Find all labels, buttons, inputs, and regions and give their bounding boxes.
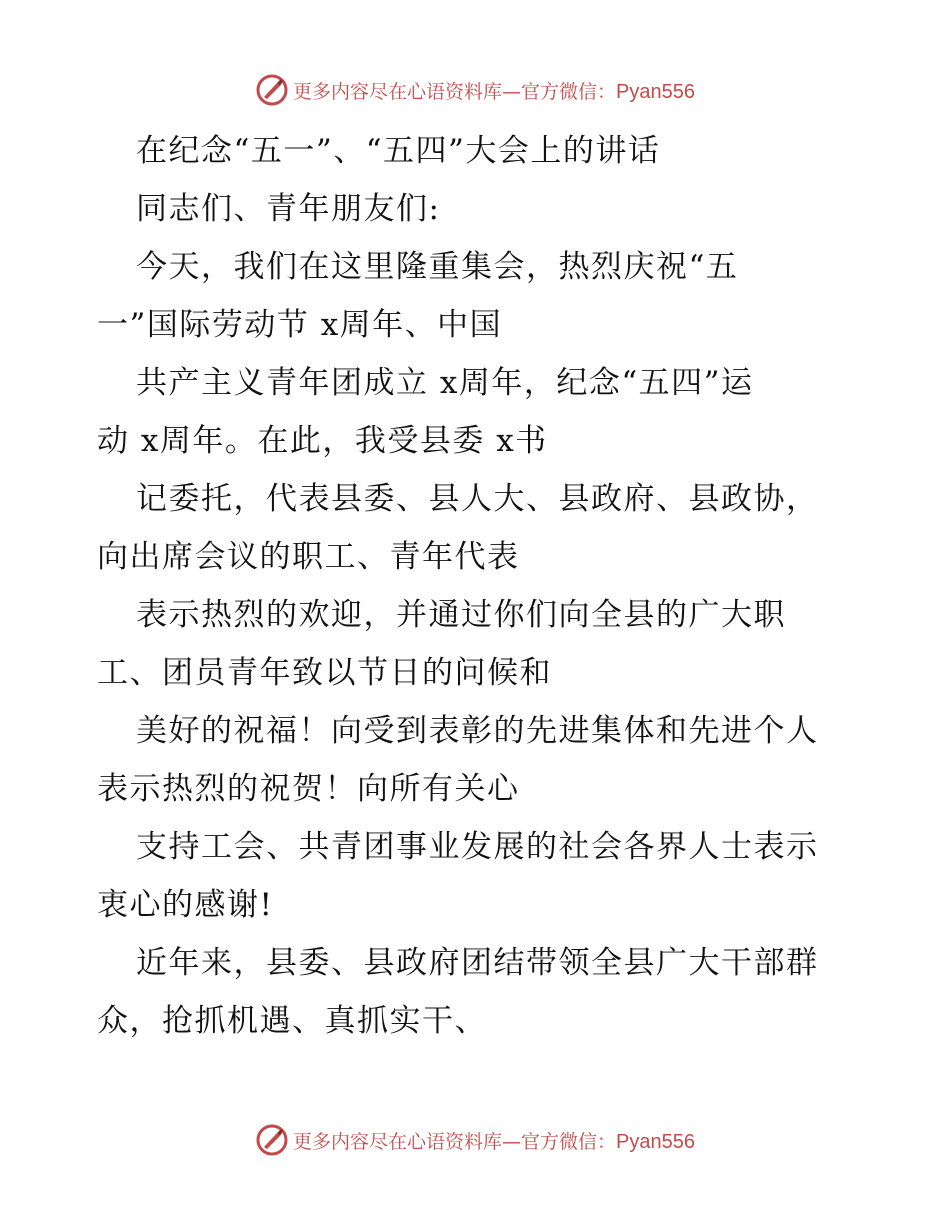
header-banner [0,70,950,110]
header-text [293,77,695,104]
footer-contact-label: 官方微信： [521,1130,617,1153]
paragraph-line: 今天，我们在这里隆重集会，热烈庆祝“五 [136,249,739,285]
paragraph-line: 向出席会议的职工、青年代表 [97,539,520,575]
footer-site-text: 更多内容尽在心语资料库 [293,1130,503,1153]
header-separator: — [502,80,522,103]
footer-banner [0,1120,950,1160]
header-contact-label: 官方微信： [521,80,617,103]
footer-text [293,1127,695,1154]
paragraph-line: 动 x周年。在此，我受县委 x书 [97,423,548,459]
pen-seal-icon [255,1123,289,1157]
paragraph-line: 衷心的感谢! [97,887,274,923]
paragraph-line: 支持工会、共青团事业发展的社会各界人士表示 [136,829,819,865]
paragraph-line: 表示热烈的祝贺！向所有关心 [97,771,520,807]
paragraph-line: 工、团员青年致以节日的问候和 [97,655,552,691]
pen-seal-icon [255,73,289,107]
document-title: 在纪念“五一”、“五四”大会上的讲话 [136,133,661,169]
paragraph-line: 众，抢抓机遇、真抓实干、 [97,1003,487,1039]
paragraph-line: 表示热烈的欢迎，并通过你们向全县的广大职 [136,597,786,633]
paragraph-line: 一”国际劳动节 x周年、中国 [97,307,503,343]
paragraph-line: 记委托，代表县委、县人大、县政府、县政协， [136,481,819,517]
header-site-text: 更多内容尽在心语资料库 [293,80,503,103]
footer-contact-id: Pyan556 [616,1130,695,1153]
footer-separator: — [502,1130,522,1153]
salutation: 同志们、青年朋友们: [136,191,441,227]
document-body [97,122,887,1050]
paragraph-line: 共产主义青年团成立 x周年，纪念“五四”运 [136,365,754,401]
header-contact-id: Pyan556 [616,80,695,103]
paragraph-line: 近年来，县委、县政府团结带领全县广大干部群 [136,945,819,981]
paragraph-line: 美好的祝福！向受到表彰的先进集体和先进个人 [136,713,819,749]
